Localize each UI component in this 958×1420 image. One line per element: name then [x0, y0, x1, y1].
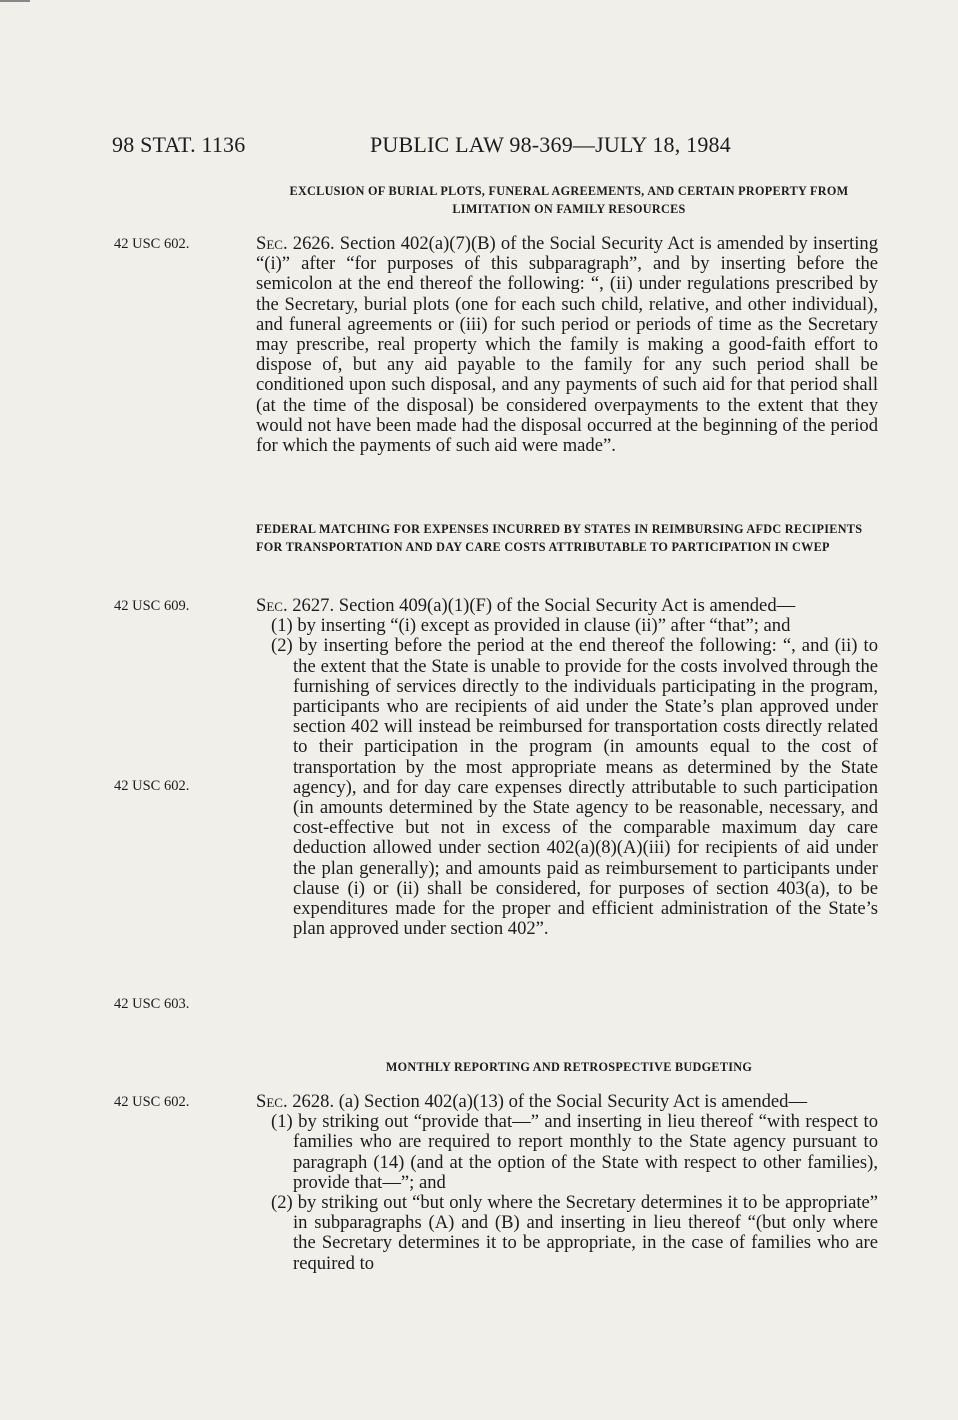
paragraph-text: 2626. Section 402(a)(7)(B) of the Social Security Act is amended by inserting “(i)” after “for purposes of this subparagraph”, and by inserting before the semicolon at the end thereof the following: “, (ii) under regulations prescribed by the Secretary, burial plots (one for each such child, relative, and other individual), and funeral agreements or (iii) for such period or periods of time as the Secretary may prescribe, real property which the family is making a good-faith effort to dispose of, but any aid payable to the family for any such period shall be conditioned upon such disposal, and any payments of such aid for that period shall (at the time of the disposal) be considered overpayments to the extent that they would not have been made had the disposal occurred at the beginning of the period for which the payments of such aid were made”. — [256, 233, 878, 457]
section-body — [256, 1092, 878, 1274]
section-heading: MONTHLY REPORTING AND RETROSPECTIVE BUDGETING — [385, 1060, 753, 1074]
paragraph-text: 2628. (a) Section 402(a)(13) of the Social Security Act is amended— — [287, 1091, 808, 1112]
list-item: (1) by inserting “(i) except as provided in clause (ii)” after “that”; and — [271, 615, 791, 637]
law-title: PUBLIC LAW 98-369—JULY 18, 1984 — [370, 132, 731, 157]
margin-note: 42 USC 603. — [114, 996, 190, 1012]
sec-label: Sec. — [256, 1091, 288, 1112]
list-item: (2) by inserting before the period at the end thereof the following: “, and (ii) to the extent that the State is unable to provide for the costs involved through the furnishing of services directly to the individuals participating in the program, participants who are recipients of aid under the State’s plan approved under section 402 will instead be reimbursed for transportation costs directly related to their participation in the program (in amounts equal to the cost of transportation by the most appropriate means as determined by the State agency), and for day care expenses directly attributable to such participation (in amounts determined by the State agency to be reasonable, necessary, and cost-effective but not in excess of the comparable maximum day care deduction allowed under section 402(a)(8)(A)(iii) for recipients of aid under the plan generally); and amounts paid as reimbursement to participants under clause (i) or (ii) shall be considered, for purposes of section 403(a), to be expenditures made for the proper and efficient administration of the State’s plan approved under section 402”. — [271, 635, 878, 940]
page-reference: 98 STAT. 1136 — [112, 132, 246, 157]
margin-note: 42 USC 602. — [114, 236, 190, 252]
section-body — [256, 596, 878, 939]
section-paragraph — [256, 1092, 878, 1112]
sec-label: Sec. — [256, 233, 288, 254]
section-paragraph — [256, 234, 878, 456]
list-item: (2) by striking out “but only where the Secretary determines it to be appropriate” in subparagraphs (A) and (B) and inserting in lieu thereof “(but only where the Secretary determines it to be appropriate, in the case of families who are required to — [271, 1192, 878, 1274]
section-heading: EXCLUSION OF BURIAL PLOTS, FUNERAL AGREEMENTS, AND CERTAIN PROPERTY FROM LIMITATION ON FAMILY RESOURCES — [289, 184, 849, 216]
scan-edge-mark — [0, 0, 30, 2]
margin-note: 42 USC 602. — [114, 778, 190, 794]
margin-note: 42 USC 609. — [114, 598, 190, 614]
section-paragraph — [256, 596, 878, 616]
section-heading: FEDERAL MATCHING FOR EXPENSES INCURRED BY STATES IN REIMBURSING AFDC RECIPIENTS FOR TRANSPORTATION AND DAY CARE COSTS ATTRIBUTABLE TO PARTICIPATION IN CWEP — [256, 522, 863, 554]
list-item: (1) by striking out “provide that—” and inserting in lieu thereof “with respect to families who are required to report monthly to the State agency pursuant to paragraph (14) (and at the option of the State with respect to other families), provide that—”; and — [271, 1111, 878, 1193]
sec-label: Sec. — [256, 595, 288, 616]
paragraph-text: 2627. Section 409(a)(1)(F) of the Social Security Act is amended— — [287, 595, 796, 616]
section-body — [256, 234, 878, 456]
margin-note: 42 USC 602. — [114, 1094, 190, 1110]
